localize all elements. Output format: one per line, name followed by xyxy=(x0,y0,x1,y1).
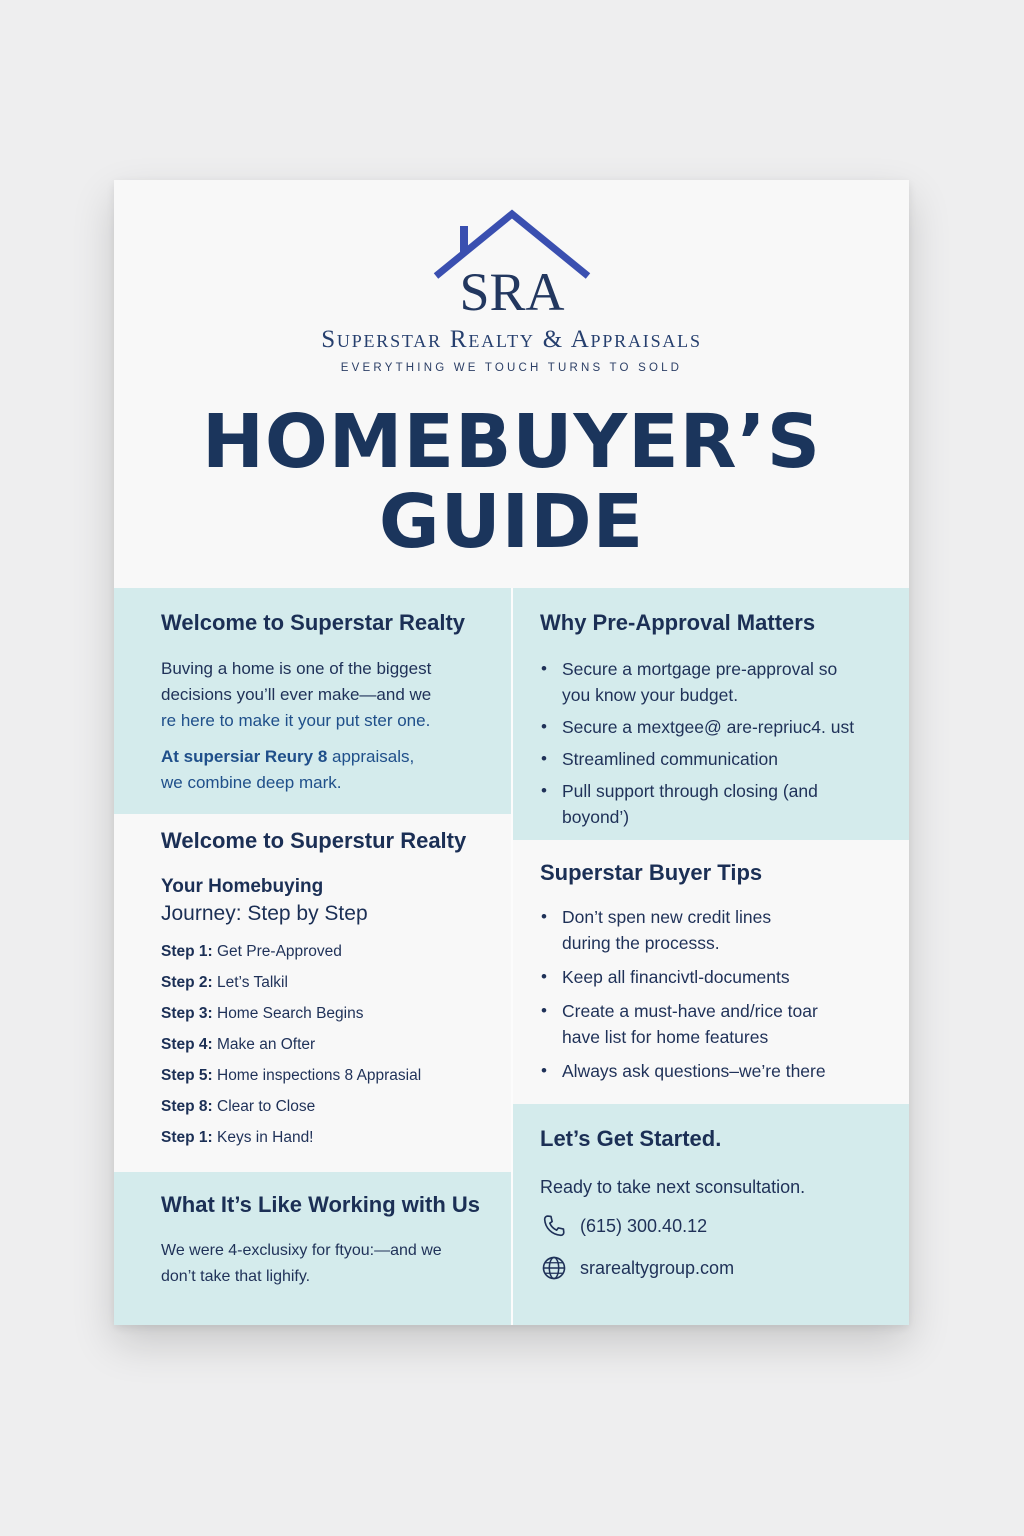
welcome-paragraph-2 xyxy=(161,744,511,770)
list-item xyxy=(540,656,889,708)
working-line-2: don’t take that lighify. xyxy=(161,1268,311,1285)
welcome-paragraph-2-line-2: we combine deep mark. xyxy=(161,773,342,792)
list-item-line: Keep all financivtl-documents xyxy=(562,967,790,987)
list-item-line: during the processs. xyxy=(562,933,720,953)
step-label: Step 1: xyxy=(161,1129,213,1146)
list-item-line: Create a must-have and/rice toar xyxy=(562,1001,818,1021)
logo-monogram: SRA xyxy=(459,262,565,320)
list-item-line: you know your budget. xyxy=(562,685,739,705)
working-panel xyxy=(114,1172,511,1325)
welcome-company-rest: appraisals, xyxy=(327,747,415,766)
step-item xyxy=(161,1029,511,1060)
globe-icon xyxy=(540,1254,568,1282)
brand-tagline: EVERYTHING WE TOUCH TURNS TO SOLD xyxy=(340,362,683,374)
list-item-line: Don’t spen new credit lines xyxy=(562,907,772,927)
journey-heading: Welcome to Superstur Realty xyxy=(161,828,467,853)
website-row xyxy=(540,1254,889,1282)
welcome-line-1: Buving a home is one of the biggest xyxy=(161,659,432,678)
website-link[interactable]: srarealtygroup.com xyxy=(580,1257,735,1278)
step-label: Step 3: xyxy=(161,1005,213,1022)
list-item xyxy=(540,778,889,830)
get-started-heading: Let’s Get Started. xyxy=(540,1126,722,1151)
step-label: Step 2: xyxy=(161,974,213,991)
title-line-2: GUIDE xyxy=(378,479,645,565)
list-item-line: boyond’) xyxy=(562,807,630,827)
step-text: Get Pre-Approved xyxy=(212,943,342,960)
tips-list xyxy=(540,904,889,1084)
step-text: Make an Ofter xyxy=(212,1036,316,1053)
step-text: Home Search Begins xyxy=(212,1005,364,1022)
step-label: Step 4: xyxy=(161,1036,213,1053)
house-logo-icon xyxy=(432,208,592,320)
flyer-header xyxy=(114,180,909,588)
welcome-heading: Welcome to Superstar Realty xyxy=(161,610,466,635)
page-title xyxy=(114,399,909,565)
column-divider xyxy=(511,588,513,1325)
step-item xyxy=(161,1122,511,1153)
get-started-panel xyxy=(513,1104,909,1325)
step-label: Step 1: xyxy=(161,943,213,960)
get-started-text: Ready to take next sconsultation. xyxy=(540,1177,806,1197)
step-item xyxy=(161,1091,511,1122)
list-item xyxy=(540,714,889,740)
step-label: Step 5: xyxy=(161,1067,213,1084)
step-item xyxy=(161,936,511,967)
preapproval-panel xyxy=(513,588,909,840)
list-item xyxy=(540,998,889,1050)
steps-list xyxy=(161,936,511,1153)
preapproval-heading: Why Pre-Approval Matters xyxy=(540,610,816,635)
list-item-line: Streamlined communication xyxy=(562,749,778,769)
welcome-company-bold: At supersiar Reury 8 xyxy=(161,747,328,766)
list-item-line: Secure a mortgage pre-approval so xyxy=(562,659,838,679)
step-item xyxy=(161,967,511,998)
list-item-line: Pull support through closing (and xyxy=(562,781,818,801)
list-item-line: Secure a mextgee@ are-repriuc4. ust xyxy=(562,717,855,737)
list-item xyxy=(540,1058,889,1084)
welcome-panel xyxy=(114,588,511,814)
working-heading: What It’s Like Working with Us xyxy=(161,1192,481,1217)
flyer xyxy=(114,180,909,1325)
step-text: Let’s Talkil xyxy=(212,974,288,991)
list-item xyxy=(540,904,889,956)
journey-subheading-1: Your Homebuying xyxy=(161,876,324,897)
welcome-line-3: re here to make it your put ster one. xyxy=(161,711,431,730)
list-item-line: Always ask questions–we’re there xyxy=(562,1061,826,1081)
welcome-line-2: decisions you’ll ever make—and we xyxy=(161,685,432,704)
step-text: Clear to Close xyxy=(212,1098,316,1115)
working-line-1: We were 4-exclusixy for ftyou:—and we xyxy=(161,1242,442,1259)
preapproval-list xyxy=(540,656,889,830)
step-label: Step 8: xyxy=(161,1098,213,1115)
tips-panel xyxy=(513,840,909,1104)
phone-row xyxy=(540,1212,889,1240)
list-item-line: have list for home features xyxy=(562,1027,769,1047)
step-text: Keys in Hand! xyxy=(212,1129,314,1146)
step-item xyxy=(161,998,511,1029)
list-item xyxy=(540,964,889,990)
journey-subheading-2: Journey: Step by Step xyxy=(161,902,368,925)
phone-number[interactable]: (615) 300.40.12 xyxy=(580,1215,708,1236)
list-item xyxy=(540,746,889,772)
step-item xyxy=(161,1060,511,1091)
step-text: Home inspections 8 Apprasial xyxy=(212,1067,422,1084)
journey-panel xyxy=(114,814,511,1172)
tips-heading: Superstar Buyer Tips xyxy=(540,860,763,885)
phone-icon xyxy=(540,1212,568,1240)
brand-name: Superstar Realty & Appraisals xyxy=(321,326,702,353)
title-line-1: HOMEBUYER’S xyxy=(201,399,822,485)
